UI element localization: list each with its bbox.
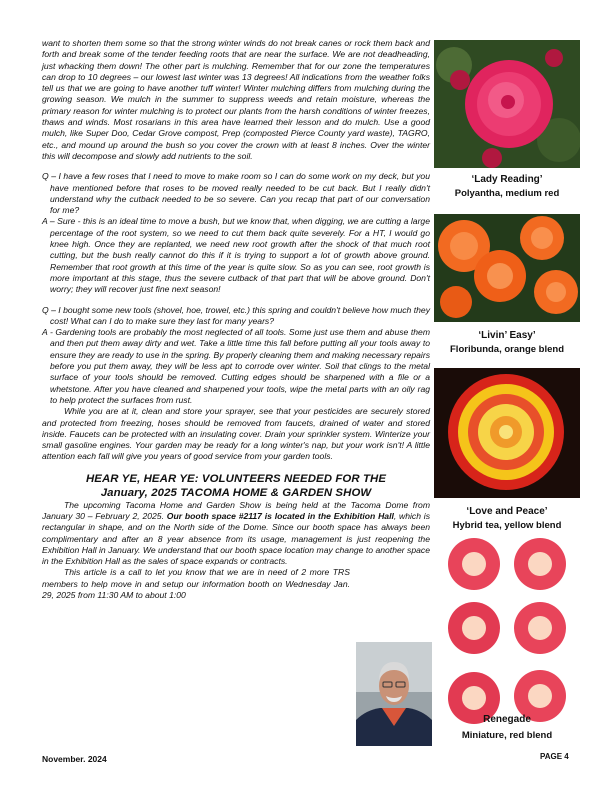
show-headline-line1: HEAR YE, HEAR YE: VOLUNTEERS NEEDED FOR THE <box>85 472 387 485</box>
rose-photo-lady-reading <box>434 40 580 168</box>
show-intro <box>42 500 430 568</box>
rose-name-love-and-peace: ‘Love and Peace’ <box>466 506 548 517</box>
page-number: PAGE 4 <box>540 752 569 761</box>
rose-photo-love-and-peace <box>434 368 580 498</box>
rose-photo-livin-easy <box>434 214 580 322</box>
rose-name-lady-reading: ‘Lady Reading’ <box>471 174 543 185</box>
article-column <box>42 38 430 601</box>
question-tools: Q – I bought some new tools (shovel, hoe, trowel, etc.) this spring and couldn't believe how much they cost! What can I do to make sure they last for many years? <box>42 304 430 326</box>
rose-name-renegade: Renegade <box>483 714 531 725</box>
booth-location-rest: , which is rectangular in shape, and on the North side of the Dome. Since our booth space has always been complimentary and after an 8 year absence from its usage, management is just reopening the Exhibition Hall in January. We understand that our booth space location may change to another space in the Exhibition Hall as the sales of space expands or contracts. <box>42 510 431 567</box>
answer-tools-continued: While you are at it, clean and store your sprayer, see that your pesticides are securely stored and protected from freezing, hoses should be removed from faucets, drained of water and stored inside. Faucets can be protected with an insulating cover. Drain your sprinkler system. Winterize your small gasoline engines. Your garden may be ready for a long winter's nap, but your work isn't! A little attention each fall will give you years of good service from your garden tools. <box>42 406 430 462</box>
rose-type-lady-reading: Polyantha, medium red <box>454 188 560 199</box>
answer-move-roses: A – Sure - this is an ideal time to move a bush, but we know that, when digging, we are cutting a large percentage of the root system, so we need to cut them back quite severely. For a HT, I would go knee high. Once they are replanted, we need new root growth after the shock of that much root cutting, but the bush really cannot do this if it is trying to support a lot of growth above ground. Remember that root growth at this time of the year is quite slow. So as you can see, root growth is more important at this stage, thus the severe cutback of that part that will be above ground. Don't worry; they will recover just fine next season! <box>42 216 430 295</box>
volunteer-call: This article is a call to let you know that we are in need of 2 more TRS members to help move in and setup our information booth on Wednesday Jan. 29, 2025 from 11:30 AM to about 1:00 <box>42 567 350 601</box>
booth-location-bold: Our booth space #2117 is located in the Exhibition Hall <box>166 510 394 521</box>
issue-date: November. 2024 <box>42 754 107 764</box>
rose-type-love-and-peace: Hybrid tea, yellow blend <box>452 520 562 531</box>
mulching-paragraph: want to shorten them some so that the strong winter winds do not break canes or rock them back and forth and break some of the tender feeding roots that are near the surface. We are not deadheading, just whacking them down! The other part is mulching. Remember that for our zone the temperatures can drop to 10 degrees – our lowest last winter was 13 degrees! All indications from the weather folks tell us that we are going to have another tuff winter! Winter mulching differs from mulching during the growing season. We mulch in the summer to suppress weeds and retain moisture, whereas the primary reason for winter mulching is to protect our plants from the harsh conditions of winter freezes, thaws and winds. Most rosarians in this area have learned their lesson and do mulch. Use a good mulch, like Super Doo, Cedar Grove compost, Prep (composted Pierce County yard waste), TAGRO, etc., and mound up around the bush so you cover the crown with at least 8 inches. Over the winter this will decompose and slowly add nutrients to the soil. <box>42 38 430 161</box>
rose-type-livin-easy: Floribunda, orange blend <box>450 344 564 355</box>
show-intro-text: The upcoming Tacoma Home and Garden Show is being held at the Tacoma Dome from January 30 – February 2, 2025. <box>42 499 430 521</box>
rose-type-renegade: Miniature, red blend <box>461 730 553 741</box>
answer-tools: A - Gardening tools are probably the most neglected of all tools. Some just use them and abuse them and then put them away dirty and wet. Take a little time this fall before putting all your tools away to ensure they are ready to use in the spring. By properly cleaning them and making necessary repairs before you put them away, they will be less apt to corrode over winter. Soil that clings to the metal surface of your tools should be removed. Cutting edges should be sharpened with a file or a whetstone. After you have cleaned and sharpened your tools, wipe the metal parts with an oily rag to help protect the surfaces from rust. <box>42 327 430 405</box>
rose-name-livin-easy: ‘Livin’ Easy’ <box>478 330 536 341</box>
question-move-roses: Q – I have a few roses that I need to move to make room so I can do some work on my deck, but you have mentioned before that roses to be moved really needed to be cut back. But I really didn't understand why the cutback needed to be so severe. Can you recap that part of our conversation for me? <box>42 171 430 216</box>
show-headline-line2: January, 2025 TACOMA HOME & GARDEN SHOW <box>100 486 372 499</box>
volunteer-photo <box>356 642 432 746</box>
